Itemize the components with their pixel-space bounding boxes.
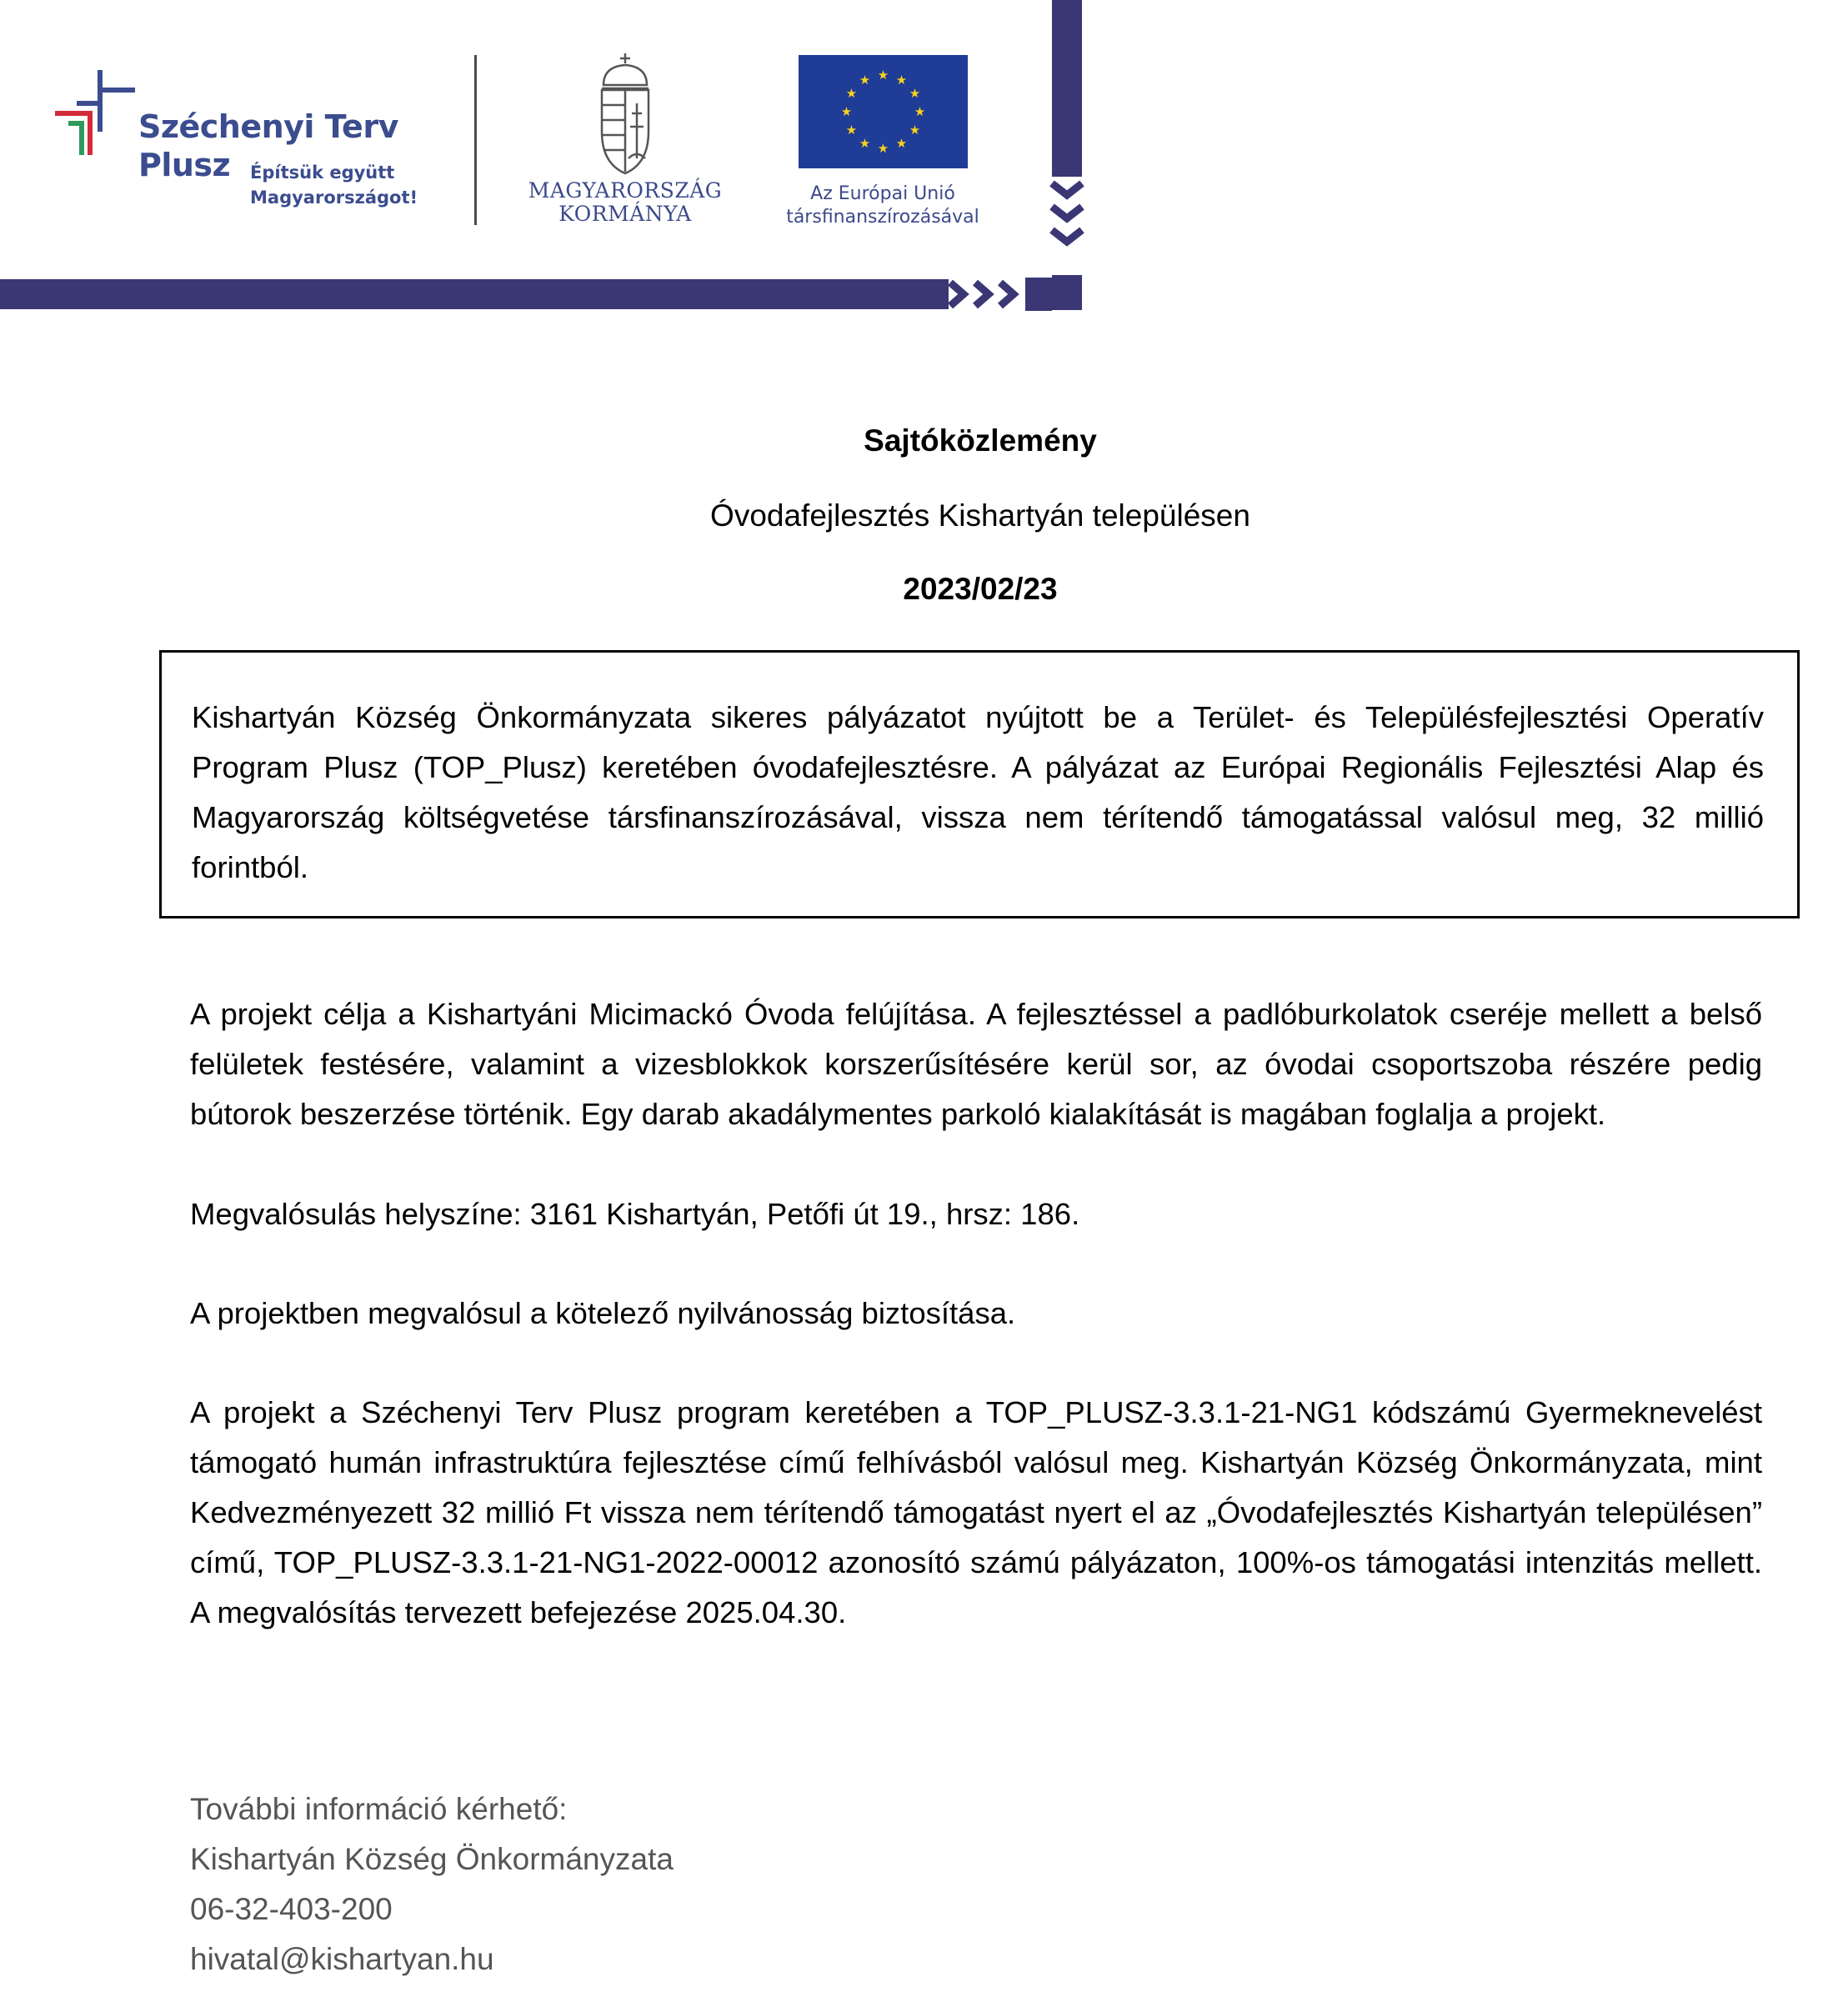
svg-text:★: ★ <box>909 86 921 101</box>
contact-phone: 06-32-403-200 <box>190 1892 393 1926</box>
logo-divider <box>474 55 477 225</box>
logo-title: Széchenyi Terv <box>138 108 398 145</box>
banner-frame-bottom <box>0 279 949 309</box>
summary-text: Kishartyán Község Önkormányzata sikeres pályázatot nyújtott be a Terület- és Településfejlesztési Operatív Program Plusz (TOP_Plusz) keretében óvodafejlesztésre. A pályázat az Európai Regionális Fejlesztési Alap és Magyarország költségvetése társfinanszírozásával, vissza nem térítendő támogatással valósul meg, 32 millió forintból. <box>192 700 1764 884</box>
contact-label: További információ kérhető: <box>190 1792 568 1826</box>
publicity-paragraph: A projektben megvalósul a kötelező nyilvánosság biztosítása. <box>190 1296 1016 1330</box>
banner-frame-right <box>1052 0 1082 177</box>
project-location: Megvalósulás helyszíne: 3161 Kishartyán, Petőfi út 19., hrsz: 186. <box>190 1197 1080 1231</box>
chevron-right-icon <box>940 278 1052 311</box>
header-banner <box>0 0 1084 310</box>
svg-text:★: ★ <box>840 104 853 119</box>
funding-paragraph: A projekt a Széchenyi Terv Plusz program keretében a TOP_PLUSZ-3.3.1-21-NG1 kódszámú Gyermeknevelést támogató humán infrastruktúra fejlesztése című felhívásból valósul meg. Kishartyán Község Önkormányzata, mint Kedvezményezett 32 millió Ft vissza nem térítendő támogatást nyert el az „Óvodafejlesztés Kishartyán településen” című, TOP_PLUSZ-3.3.1-21-NG1-2022-00012 azonosító számú pályázaton, 100%-os támogatási intenzitás mellett. A megvalósítás tervezett befejezése 2025.04.30. <box>190 1395 1762 1629</box>
government-logo-line2: KORMÁNYA <box>558 202 692 226</box>
document-date: 2023/02/23 <box>903 572 1058 606</box>
svg-text:★: ★ <box>895 73 908 88</box>
svg-text:★: ★ <box>845 123 858 138</box>
eu-logo-line1: Az Európai Unió <box>810 183 955 204</box>
svg-text:★: ★ <box>909 123 921 138</box>
banner-frame-corner <box>1052 275 1082 310</box>
svg-text:★: ★ <box>859 136 871 151</box>
summary-box <box>159 650 1800 918</box>
cross-arrows-icon <box>52 65 135 157</box>
eu-cofinancing-logo <box>767 53 1009 237</box>
svg-text:★: ★ <box>914 104 926 119</box>
contact-email: hivatal@kishartyan.hu <box>190 1942 494 1976</box>
document-title: Óvodafejlesztés Kishartyán településen <box>710 498 1250 533</box>
szechenyi-terv-plusz-logo <box>52 65 418 223</box>
project-goal-paragraph: A projekt célja a Kishartyáni Micimackó Óvoda felújítása. A fejlesztéssel a padlóburkolatok cseréje mellett a belső felületek festésére, valamint a vizesblokkok korszerűsítésére kerül sor, az óvodai csoportszoba részére pedig bútorok beszerzése történik. Egy darab akadálymentes parkoló kialakítását is magában foglalja a projekt. <box>190 997 1762 1131</box>
svg-text:★: ★ <box>895 136 908 151</box>
logo-slogan: Építsük együtt Magyarországot! <box>250 163 418 208</box>
svg-text:★: ★ <box>845 86 858 101</box>
logo-subtitle: Plusz <box>138 147 231 183</box>
svg-text:★: ★ <box>877 141 889 156</box>
svg-text:★: ★ <box>859 73 871 88</box>
svg-text:★: ★ <box>877 68 889 83</box>
eu-logo-line2: társfinanszírozásával <box>786 207 979 228</box>
coat-of-arms-icon <box>592 52 659 177</box>
contact-organization: Kishartyán Község Önkormányzata <box>190 1842 674 1876</box>
eu-flag-icon <box>799 55 968 168</box>
document-type: Sajtóközlemény <box>864 423 1097 458</box>
government-logo-line1: MAGYARORSZÁG <box>528 178 723 203</box>
chevron-down-icon <box>1047 177 1087 275</box>
government-logo <box>525 52 725 235</box>
